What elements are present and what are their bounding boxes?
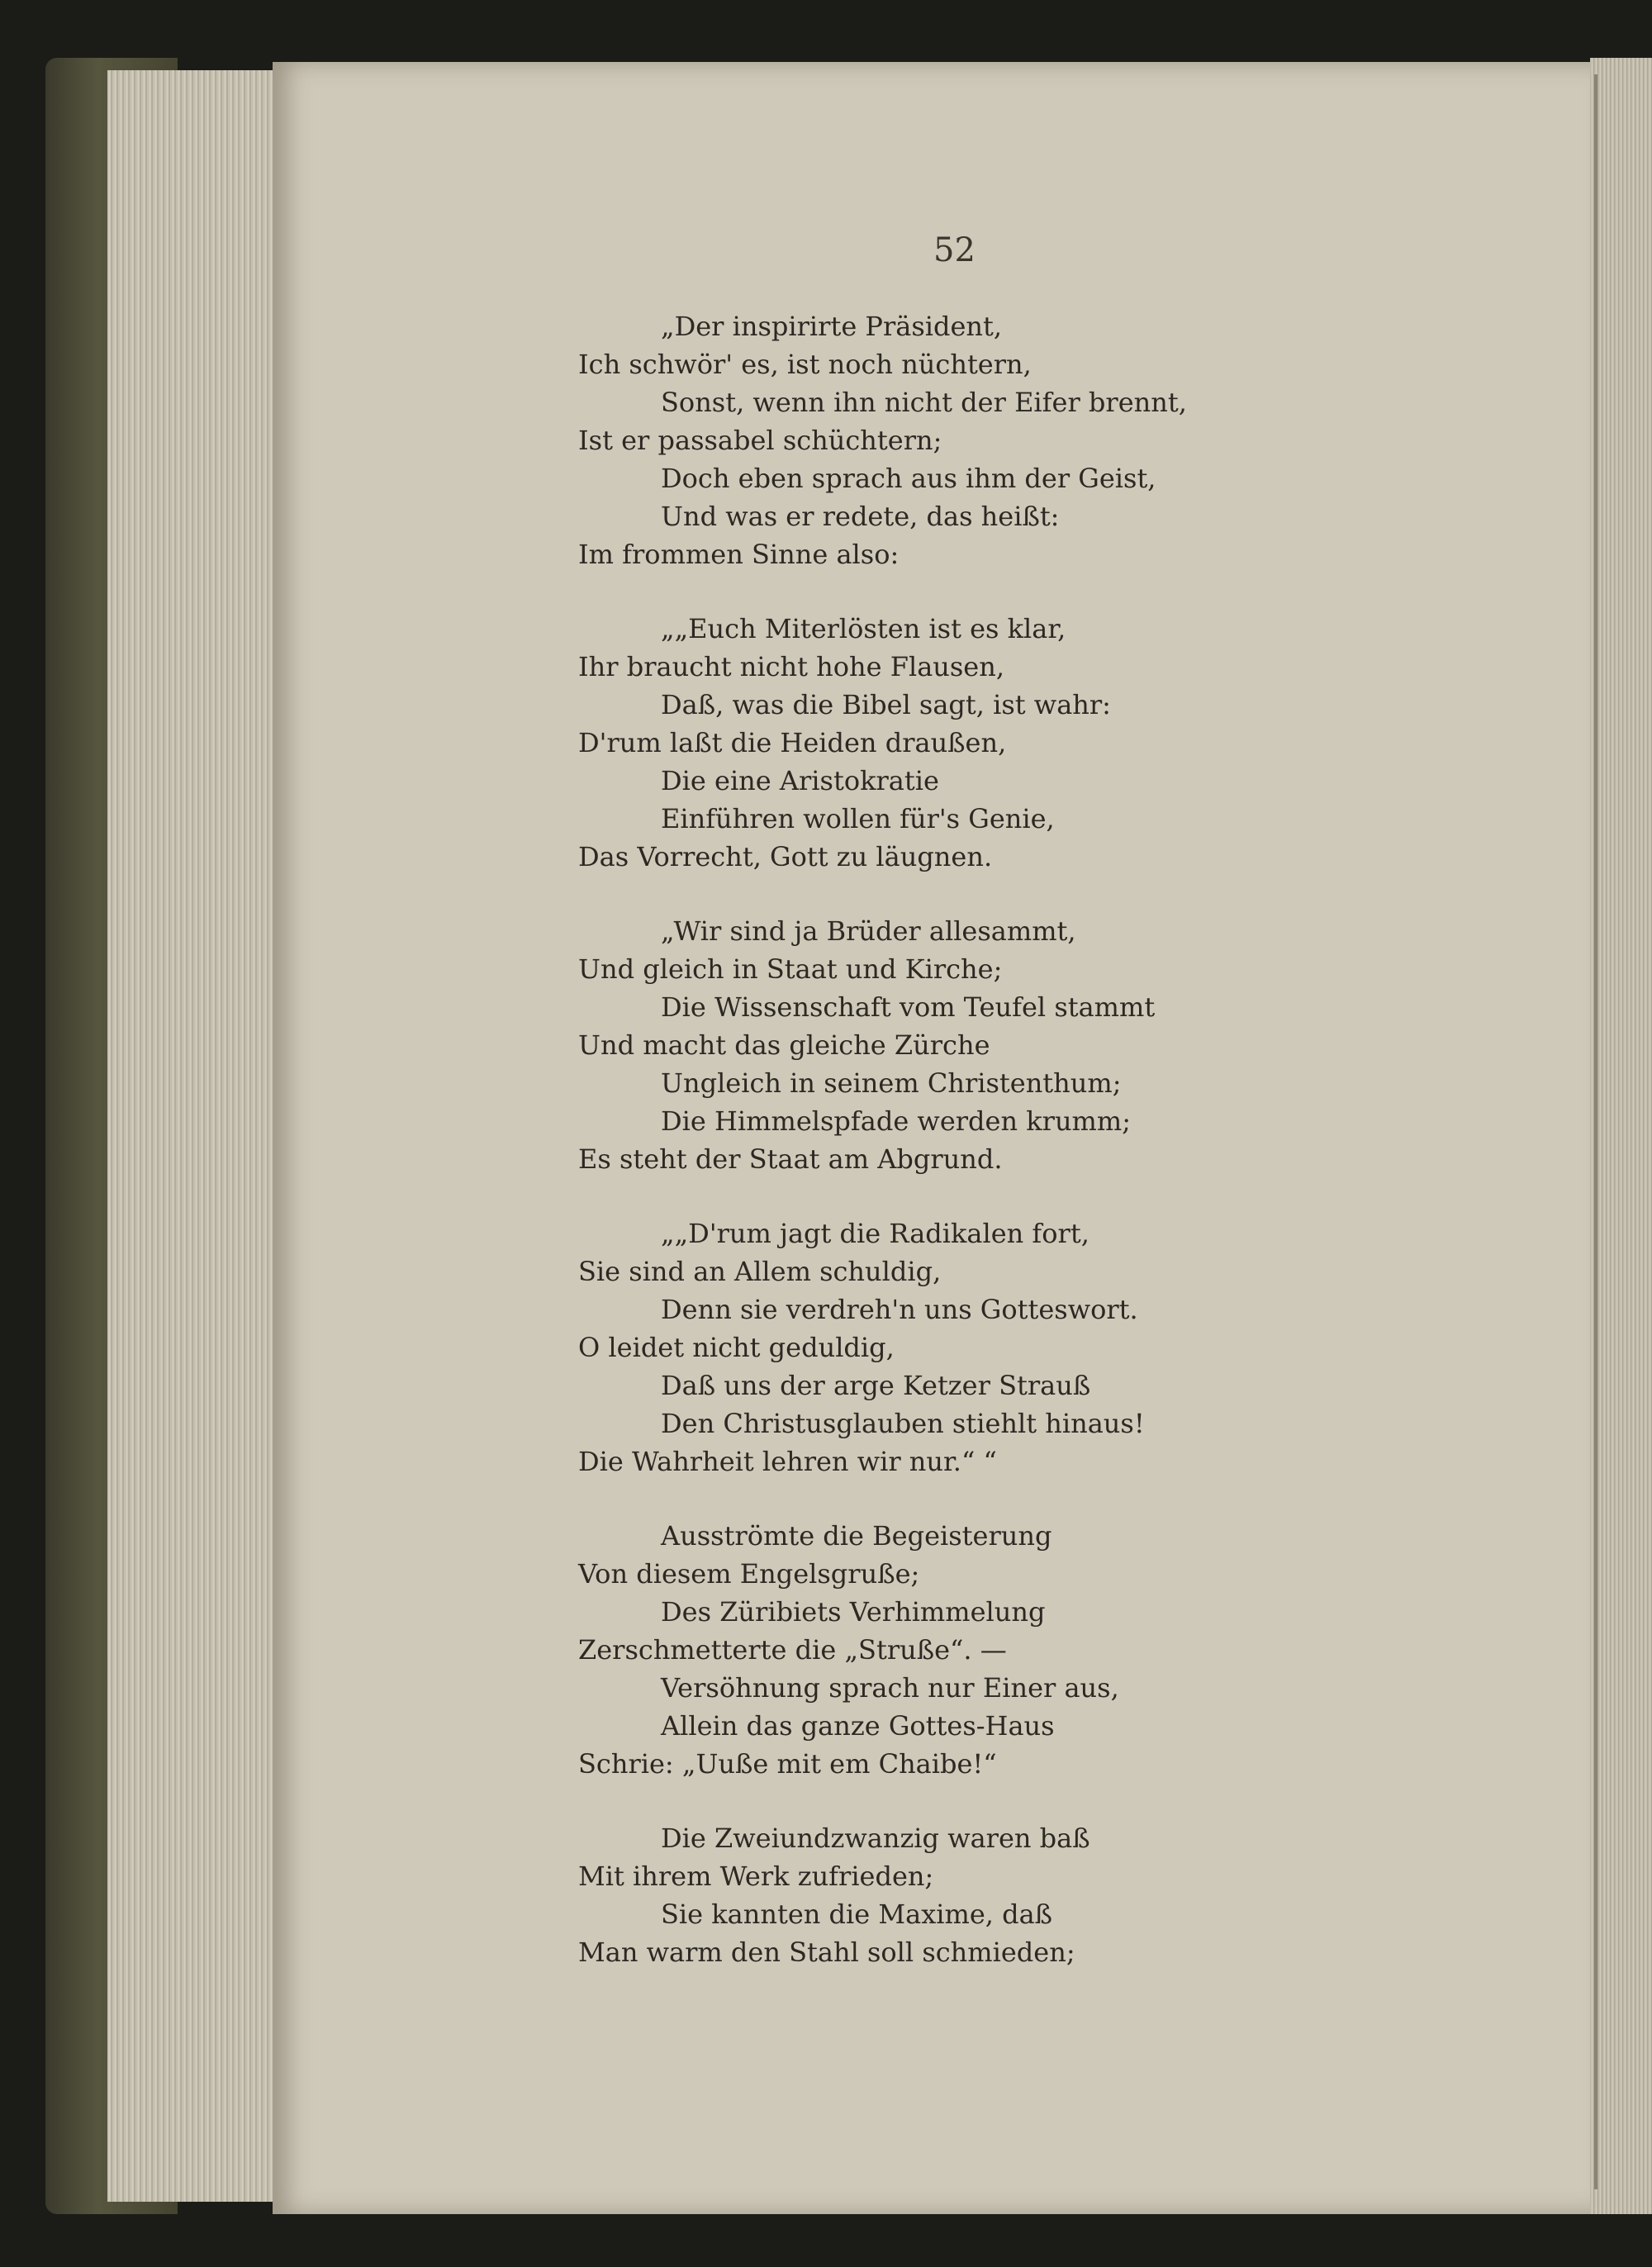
poem-line: Schrie: „Uuße mit em Chaibe!“ (578, 1748, 997, 1780)
stanza (578, 1819, 1528, 1971)
poem-line: Ich schwör' es, ist noch nüchtern, (578, 349, 1032, 380)
page-edges-right (1590, 58, 1652, 2214)
poem-line: Sie sind an Allem schuldig, (578, 1256, 942, 1287)
poem-line: D'rum laßt die Heiden draußen, (578, 727, 1007, 758)
poem-line: Von diesem Engelsgruße; (578, 1558, 920, 1590)
poem-line: Ist er passabel schüchtern; (578, 425, 942, 456)
page-number: 52 (933, 231, 976, 269)
poem-line: Einführen wollen für's Genie, (661, 803, 1055, 834)
poem-line: Sie kannten die Maxime, daß (661, 1899, 1053, 1930)
poem-line: Zerschmetterte die „Struße“. — (578, 1634, 1007, 1666)
poem-line: Es steht der Staat am Abgrund. (578, 1143, 1003, 1175)
poem-line: Ausströmte die Begeisterung (661, 1520, 1052, 1552)
poem-line: Denn sie verdreh'n uns Gotteswort. (661, 1294, 1138, 1325)
poem-line: Den Christusglauben stiehlt hinaus! (661, 1408, 1145, 1439)
poem-line: Die Wahrheit lehren wir nur.“ “ (578, 1446, 997, 1477)
poem-line: Ihr braucht nicht hohe Flausen, (578, 651, 1005, 682)
poem-line: Die eine Aristokratie (661, 765, 939, 796)
poem-line: Und macht das gleiche Zürche (578, 1029, 990, 1061)
poem-line: Sonst, wenn ihn nicht der Eifer brennt, (661, 387, 1187, 418)
stanza (578, 1517, 1528, 1783)
poem-line: Man warm den Stahl soll schmieden; (578, 1937, 1075, 1968)
poem-line: „Wir sind ja Brüder allesammt, (661, 915, 1076, 947)
page-edges-left (107, 70, 281, 2202)
stanza (578, 1214, 1528, 1480)
poem-text (578, 307, 1528, 2008)
poem-line: Mit ihrem Werk zufrieden; (578, 1861, 934, 1892)
poem-line: Die Zweiundzwanzig waren baß (661, 1823, 1090, 1854)
poem-line: Daß, was die Bibel sagt, ist wahr: (661, 689, 1111, 720)
poem-line: Und was er redete, das heißt: (661, 501, 1060, 532)
stanza (578, 912, 1528, 1178)
poem-line: Allein das ganze Gottes-Haus (661, 1710, 1055, 1742)
poem-line: Des Züribiets Verhimmelung (661, 1596, 1046, 1628)
poem-line: Die Wissenschaft vom Teufel stammt (661, 991, 1156, 1023)
poem-line: Versöhnung sprach nur Einer aus, (661, 1672, 1119, 1704)
poem-line: „„Euch Miterlösten ist es klar, (661, 613, 1066, 644)
poem-line: Ungleich in seinem Christenthum; (661, 1067, 1122, 1099)
poem-line: Und gleich in Staat und Kirche; (578, 953, 1003, 985)
poem-line: Die Himmelspfade werden krumm; (661, 1105, 1132, 1137)
poem-line: O leidet nicht geduldig, (578, 1332, 895, 1363)
poem-line: Das Vorrecht, Gott zu läugnen. (578, 841, 993, 872)
poem-line: „Der inspirirte Präsident, (661, 311, 1003, 342)
poem-line: Im frommen Sinne also: (578, 539, 900, 570)
page-fold (1594, 74, 1597, 2189)
poem-line: „„D'rum jagt die Radikalen fort, (661, 1218, 1089, 1249)
stanza (578, 307, 1528, 573)
poem-line: Doch eben sprach aus ihm der Geist, (661, 463, 1156, 494)
poem-line: Daß uns der arge Ketzer Strauß (661, 1370, 1091, 1401)
stanza (578, 610, 1528, 876)
